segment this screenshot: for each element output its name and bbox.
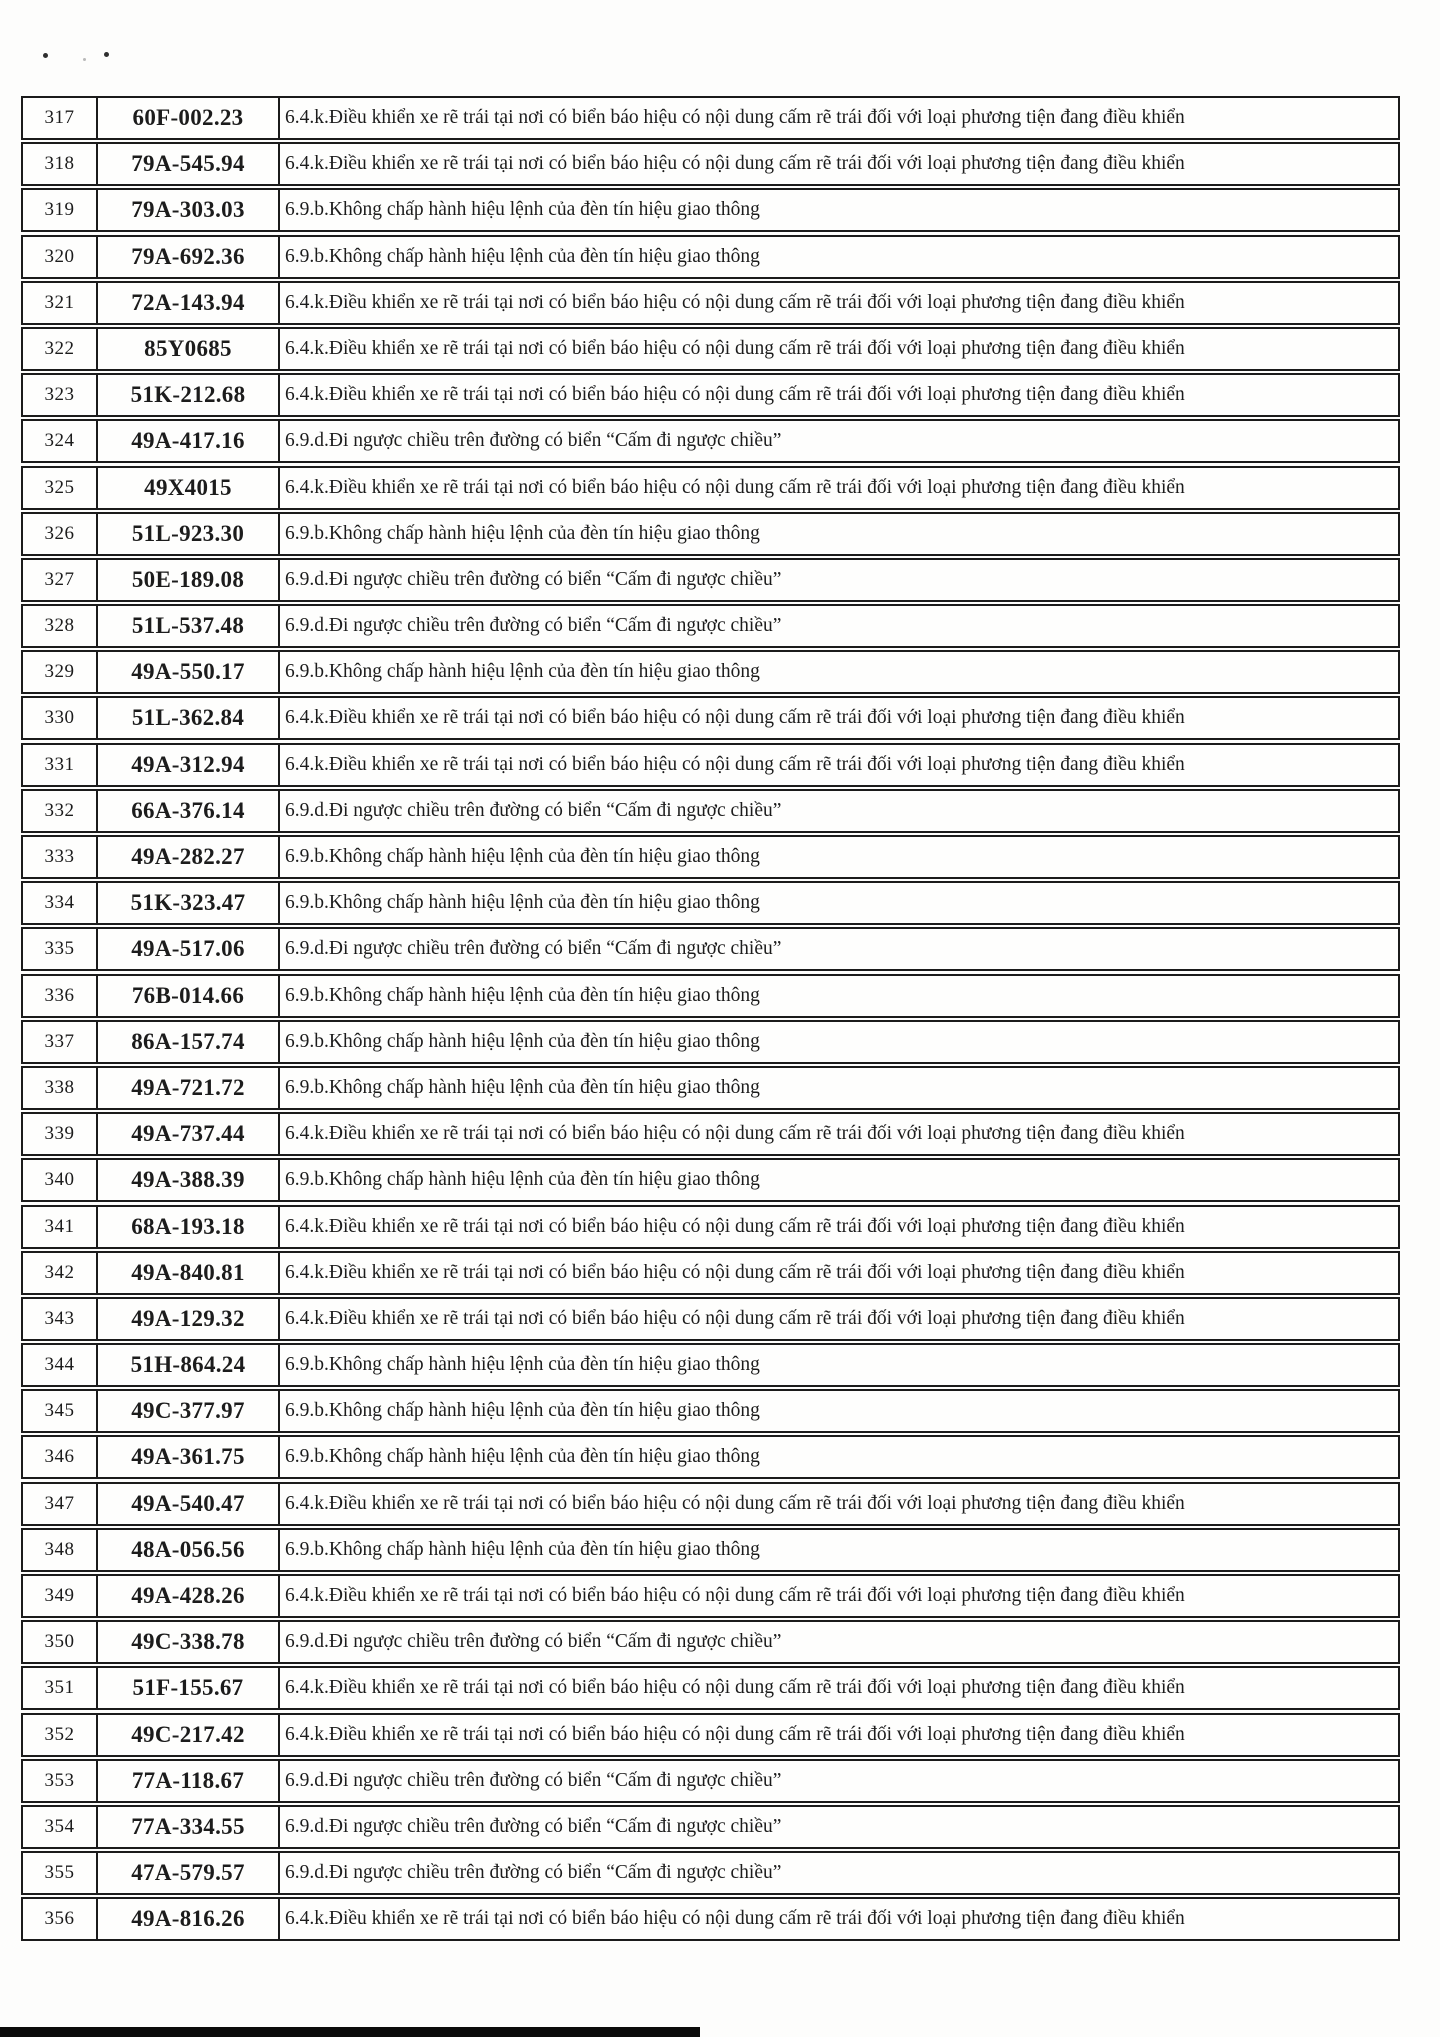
license-plate-cell: 68A-193.18 bbox=[96, 1205, 280, 1249]
license-plate-cell: 49A-388.39 bbox=[96, 1158, 280, 1202]
violation-cell: 6.9.b.Không chấp hành hiệu lệnh của đèn tín hiệu giao thông bbox=[278, 974, 1400, 1018]
row-number-cell: 317 bbox=[21, 96, 98, 140]
violation-cell: 6.4.k.Điều khiển xe rẽ trái tại nơi có biển báo hiệu có nội dung cấm rẽ trái đối với loại phương tiện đang điều khiển bbox=[278, 1713, 1400, 1757]
license-plate-cell: 86A-157.74 bbox=[96, 1020, 280, 1064]
row-number-cell: 333 bbox=[21, 835, 98, 879]
violation-cell: 6.4.k.Điều khiển xe rẽ trái tại nơi có biển báo hiệu có nội dung cấm rẽ trái đối với loại phương tiện đang điều khiển bbox=[278, 743, 1400, 787]
row-number-cell: 328 bbox=[21, 604, 98, 648]
row-number-cell: 342 bbox=[21, 1251, 98, 1295]
table-row bbox=[21, 1620, 1400, 1664]
row-number-cell: 341 bbox=[21, 1205, 98, 1249]
license-plate-cell: 49A-816.26 bbox=[96, 1897, 280, 1941]
row-number-cell: 349 bbox=[21, 1574, 98, 1618]
table-row bbox=[21, 743, 1400, 787]
table-row bbox=[21, 1897, 1400, 1941]
row-number-cell: 338 bbox=[21, 1066, 98, 1110]
license-plate-cell: 48A-056.56 bbox=[96, 1528, 280, 1572]
row-number-cell: 321 bbox=[21, 281, 98, 325]
row-number-cell: 319 bbox=[21, 188, 98, 232]
license-plate-cell: 72A-143.94 bbox=[96, 281, 280, 325]
table-row bbox=[21, 1343, 1400, 1387]
row-number-cell: 352 bbox=[21, 1713, 98, 1757]
license-plate-cell: 47A-579.57 bbox=[96, 1851, 280, 1895]
table-row bbox=[21, 281, 1400, 325]
violation-cell: 6.9.b.Không chấp hành hiệu lệnh của đèn tín hiệu giao thông bbox=[278, 835, 1400, 879]
violation-cell: 6.9.d.Đi ngược chiều trên đường có biển “Cấm đi ngược chiều” bbox=[278, 419, 1400, 463]
license-plate-cell: 49A-312.94 bbox=[96, 743, 280, 787]
violation-cell: 6.9.d.Đi ngược chiều trên đường có biển “Cấm đi ngược chiều” bbox=[278, 789, 1400, 833]
row-number-cell: 323 bbox=[21, 373, 98, 417]
violation-cell: 6.9.b.Không chấp hành hiệu lệnh của đèn tín hiệu giao thông bbox=[278, 235, 1400, 279]
violation-cell: 6.4.k.Điều khiển xe rẽ trái tại nơi có biển báo hiệu có nội dung cấm rẽ trái đối với loại phương tiện đang điều khiển bbox=[278, 1112, 1400, 1156]
table-row bbox=[21, 927, 1400, 971]
row-number-cell: 340 bbox=[21, 1158, 98, 1202]
license-plate-cell: 49A-840.81 bbox=[96, 1251, 280, 1295]
license-plate-cell: 77A-118.67 bbox=[96, 1759, 280, 1803]
license-plate-cell: 49A-550.17 bbox=[96, 650, 280, 694]
license-plate-cell: 50E-189.08 bbox=[96, 558, 280, 602]
scan-artifact-dot bbox=[104, 52, 109, 57]
table-row bbox=[21, 1805, 1400, 1849]
violation-cell: 6.4.k.Điều khiển xe rẽ trái tại nơi có biển báo hiệu có nội dung cấm rẽ trái đối với loại phương tiện đang điều khiển bbox=[278, 1574, 1400, 1618]
license-plate-cell: 66A-376.14 bbox=[96, 789, 280, 833]
license-plate-cell: 51L-537.48 bbox=[96, 604, 280, 648]
row-number-cell: 336 bbox=[21, 974, 98, 1018]
violation-cell: 6.9.b.Không chấp hành hiệu lệnh của đèn tín hiệu giao thông bbox=[278, 1389, 1400, 1433]
violation-cell: 6.9.d.Đi ngược chiều trên đường có biển “Cấm đi ngược chiều” bbox=[278, 1759, 1400, 1803]
license-plate-cell: 49A-428.26 bbox=[96, 1574, 280, 1618]
violation-cell: 6.9.d.Đi ngược chiều trên đường có biển “Cấm đi ngược chiều” bbox=[278, 1620, 1400, 1664]
violations-table bbox=[21, 96, 1400, 1941]
license-plate-cell: 49A-282.27 bbox=[96, 835, 280, 879]
violation-cell: 6.4.k.Điều khiển xe rẽ trái tại nơi có biển báo hiệu có nội dung cấm rẽ trái đối với loại phương tiện đang điều khiển bbox=[278, 1666, 1400, 1710]
row-number-cell: 329 bbox=[21, 650, 98, 694]
table-row bbox=[21, 835, 1400, 879]
table-row bbox=[21, 1482, 1400, 1526]
violation-cell: 6.9.b.Không chấp hành hiệu lệnh của đèn tín hiệu giao thông bbox=[278, 1528, 1400, 1572]
violation-cell: 6.4.k.Điều khiển xe rẽ trái tại nơi có biển báo hiệu có nội dung cấm rẽ trái đối với loại phương tiện đang điều khiển bbox=[278, 696, 1400, 740]
license-plate-cell: 51F-155.67 bbox=[96, 1666, 280, 1710]
table-row bbox=[21, 96, 1400, 140]
license-plate-cell: 51L-923.30 bbox=[96, 512, 280, 556]
table-row bbox=[21, 1713, 1400, 1757]
violation-cell: 6.9.d.Đi ngược chiều trên đường có biển “Cấm đi ngược chiều” bbox=[278, 604, 1400, 648]
table-row bbox=[21, 188, 1400, 232]
row-number-cell: 344 bbox=[21, 1343, 98, 1387]
violation-cell: 6.9.d.Đi ngược chiều trên đường có biển “Cấm đi ngược chiều” bbox=[278, 1805, 1400, 1849]
violation-cell: 6.9.b.Không chấp hành hiệu lệnh của đèn tín hiệu giao thông bbox=[278, 881, 1400, 925]
license-plate-cell: 49A-129.32 bbox=[96, 1297, 280, 1341]
violation-cell: 6.9.b.Không chấp hành hiệu lệnh của đèn tín hiệu giao thông bbox=[278, 1435, 1400, 1479]
license-plate-cell: 79A-303.03 bbox=[96, 188, 280, 232]
violation-cell: 6.9.d.Đi ngược chiều trên đường có biển “Cấm đi ngược chiều” bbox=[278, 558, 1400, 602]
row-number-cell: 347 bbox=[21, 1482, 98, 1526]
row-number-cell: 325 bbox=[21, 466, 98, 510]
row-number-cell: 324 bbox=[21, 419, 98, 463]
license-plate-cell: 79A-545.94 bbox=[96, 142, 280, 186]
license-plate-cell: 76B-014.66 bbox=[96, 974, 280, 1018]
table-row bbox=[21, 1020, 1400, 1064]
violation-cell: 6.9.b.Không chấp hành hiệu lệnh của đèn tín hiệu giao thông bbox=[278, 1020, 1400, 1064]
table-row bbox=[21, 419, 1400, 463]
row-number-cell: 327 bbox=[21, 558, 98, 602]
violation-cell: 6.4.k.Điều khiển xe rẽ trái tại nơi có biển báo hiệu có nội dung cấm rẽ trái đối với loại phương tiện đang điều khiển bbox=[278, 142, 1400, 186]
license-plate-cell: 77A-334.55 bbox=[96, 1805, 280, 1849]
scan-artifact-dot bbox=[43, 53, 48, 58]
row-number-cell: 354 bbox=[21, 1805, 98, 1849]
license-plate-cell: 85Y0685 bbox=[96, 327, 280, 371]
table-row bbox=[21, 327, 1400, 371]
violation-cell: 6.9.b.Không chấp hành hiệu lệnh của đèn tín hiệu giao thông bbox=[278, 1343, 1400, 1387]
row-number-cell: 332 bbox=[21, 789, 98, 833]
row-number-cell: 345 bbox=[21, 1389, 98, 1433]
license-plate-cell: 49A-517.06 bbox=[96, 927, 280, 971]
violation-cell: 6.9.d.Đi ngược chiều trên đường có biển “Cấm đi ngược chiều” bbox=[278, 927, 1400, 971]
row-number-cell: 335 bbox=[21, 927, 98, 971]
table-row bbox=[21, 1112, 1400, 1156]
violation-cell: 6.9.b.Không chấp hành hiệu lệnh của đèn tín hiệu giao thông bbox=[278, 1158, 1400, 1202]
row-number-cell: 348 bbox=[21, 1528, 98, 1572]
violation-cell: 6.4.k.Điều khiển xe rẽ trái tại nơi có biển báo hiệu có nội dung cấm rẽ trái đối với loại phương tiện đang điều khiển bbox=[278, 281, 1400, 325]
license-plate-cell: 49C-217.42 bbox=[96, 1713, 280, 1757]
table-row bbox=[21, 466, 1400, 510]
row-number-cell: 322 bbox=[21, 327, 98, 371]
row-number-cell: 326 bbox=[21, 512, 98, 556]
row-number-cell: 355 bbox=[21, 1851, 98, 1895]
row-number-cell: 350 bbox=[21, 1620, 98, 1664]
license-plate-cell: 51H-864.24 bbox=[96, 1343, 280, 1387]
table-row bbox=[21, 974, 1400, 1018]
table-row bbox=[21, 1251, 1400, 1295]
row-number-cell: 343 bbox=[21, 1297, 98, 1341]
table-row bbox=[21, 1158, 1400, 1202]
license-plate-cell: 49C-338.78 bbox=[96, 1620, 280, 1664]
table-row bbox=[21, 1528, 1400, 1572]
row-number-cell: 331 bbox=[21, 743, 98, 787]
row-number-cell: 330 bbox=[21, 696, 98, 740]
violation-cell: 6.4.k.Điều khiển xe rẽ trái tại nơi có biển báo hiệu có nội dung cấm rẽ trái đối với loại phương tiện đang điều khiển bbox=[278, 1297, 1400, 1341]
license-plate-cell: 60F-002.23 bbox=[96, 96, 280, 140]
table-row bbox=[21, 1205, 1400, 1249]
table-row bbox=[21, 512, 1400, 556]
table-row bbox=[21, 1851, 1400, 1895]
row-number-cell: 318 bbox=[21, 142, 98, 186]
row-number-cell: 346 bbox=[21, 1435, 98, 1479]
license-plate-cell: 51K-323.47 bbox=[96, 881, 280, 925]
violation-cell: 6.4.k.Điều khiển xe rẽ trái tại nơi có biển báo hiệu có nội dung cấm rẽ trái đối với loại phương tiện đang điều khiển bbox=[278, 373, 1400, 417]
table-row bbox=[21, 789, 1400, 833]
table-row bbox=[21, 604, 1400, 648]
violation-cell: 6.4.k.Điều khiển xe rẽ trái tại nơi có biển báo hiệu có nội dung cấm rẽ trái đối với loại phương tiện đang điều khiển bbox=[278, 327, 1400, 371]
row-number-cell: 320 bbox=[21, 235, 98, 279]
violation-cell: 6.4.k.Điều khiển xe rẽ trái tại nơi có biển báo hiệu có nội dung cấm rẽ trái đối với loại phương tiện đang điều khiển bbox=[278, 1897, 1400, 1941]
license-plate-cell: 49C-377.97 bbox=[96, 1389, 280, 1433]
table-row bbox=[21, 235, 1400, 279]
table-row bbox=[21, 558, 1400, 602]
violation-cell: 6.9.b.Không chấp hành hiệu lệnh của đèn tín hiệu giao thông bbox=[278, 512, 1400, 556]
license-plate-cell: 49A-417.16 bbox=[96, 419, 280, 463]
license-plate-cell: 49A-737.44 bbox=[96, 1112, 280, 1156]
row-number-cell: 334 bbox=[21, 881, 98, 925]
table-row bbox=[21, 1066, 1400, 1110]
row-number-cell: 356 bbox=[21, 1897, 98, 1941]
row-number-cell: 353 bbox=[21, 1759, 98, 1803]
table-row bbox=[21, 1666, 1400, 1710]
violation-cell: 6.9.d.Đi ngược chiều trên đường có biển “Cấm đi ngược chiều” bbox=[278, 1851, 1400, 1895]
violation-cell: 6.9.b.Không chấp hành hiệu lệnh của đèn tín hiệu giao thông bbox=[278, 1066, 1400, 1110]
violation-cell: 6.9.b.Không chấp hành hiệu lệnh của đèn tín hiệu giao thông bbox=[278, 650, 1400, 694]
violation-cell: 6.4.k.Điều khiển xe rẽ trái tại nơi có biển báo hiệu có nội dung cấm rẽ trái đối với loại phương tiện đang điều khiển bbox=[278, 1251, 1400, 1295]
row-number-cell: 339 bbox=[21, 1112, 98, 1156]
license-plate-cell: 49A-361.75 bbox=[96, 1435, 280, 1479]
license-plate-cell: 51L-362.84 bbox=[96, 696, 280, 740]
table-row bbox=[21, 1759, 1400, 1803]
table-row bbox=[21, 1389, 1400, 1433]
table-row bbox=[21, 696, 1400, 740]
violation-cell: 6.4.k.Điều khiển xe rẽ trái tại nơi có biển báo hiệu có nội dung cấm rẽ trái đối với loại phương tiện đang điều khiển bbox=[278, 1205, 1400, 1249]
table-row bbox=[21, 373, 1400, 417]
violation-cell: 6.4.k.Điều khiển xe rẽ trái tại nơi có biển báo hiệu có nội dung cấm rẽ trái đối với loại phương tiện đang điều khiển bbox=[278, 96, 1400, 140]
violation-cell: 6.4.k.Điều khiển xe rẽ trái tại nơi có biển báo hiệu có nội dung cấm rẽ trái đối với loại phương tiện đang điều khiển bbox=[278, 1482, 1400, 1526]
table-row bbox=[21, 650, 1400, 694]
license-plate-cell: 49A-540.47 bbox=[96, 1482, 280, 1526]
violation-cell: 6.9.b.Không chấp hành hiệu lệnh của đèn tín hiệu giao thông bbox=[278, 188, 1400, 232]
license-plate-cell: 79A-692.36 bbox=[96, 235, 280, 279]
license-plate-cell: 51K-212.68 bbox=[96, 373, 280, 417]
table-row bbox=[21, 1297, 1400, 1341]
table-row bbox=[21, 881, 1400, 925]
scan-artifact-smudge bbox=[83, 58, 86, 61]
row-number-cell: 337 bbox=[21, 1020, 98, 1064]
scan-artifact-bar bbox=[0, 2027, 700, 2037]
violation-cell: 6.4.k.Điều khiển xe rẽ trái tại nơi có biển báo hiệu có nội dung cấm rẽ trái đối với loại phương tiện đang điều khiển bbox=[278, 466, 1400, 510]
table-row bbox=[21, 1574, 1400, 1618]
row-number-cell: 351 bbox=[21, 1666, 98, 1710]
license-plate-cell: 49A-721.72 bbox=[96, 1066, 280, 1110]
table-row bbox=[21, 1435, 1400, 1479]
table-row bbox=[21, 142, 1400, 186]
license-plate-cell: 49X4015 bbox=[96, 466, 280, 510]
